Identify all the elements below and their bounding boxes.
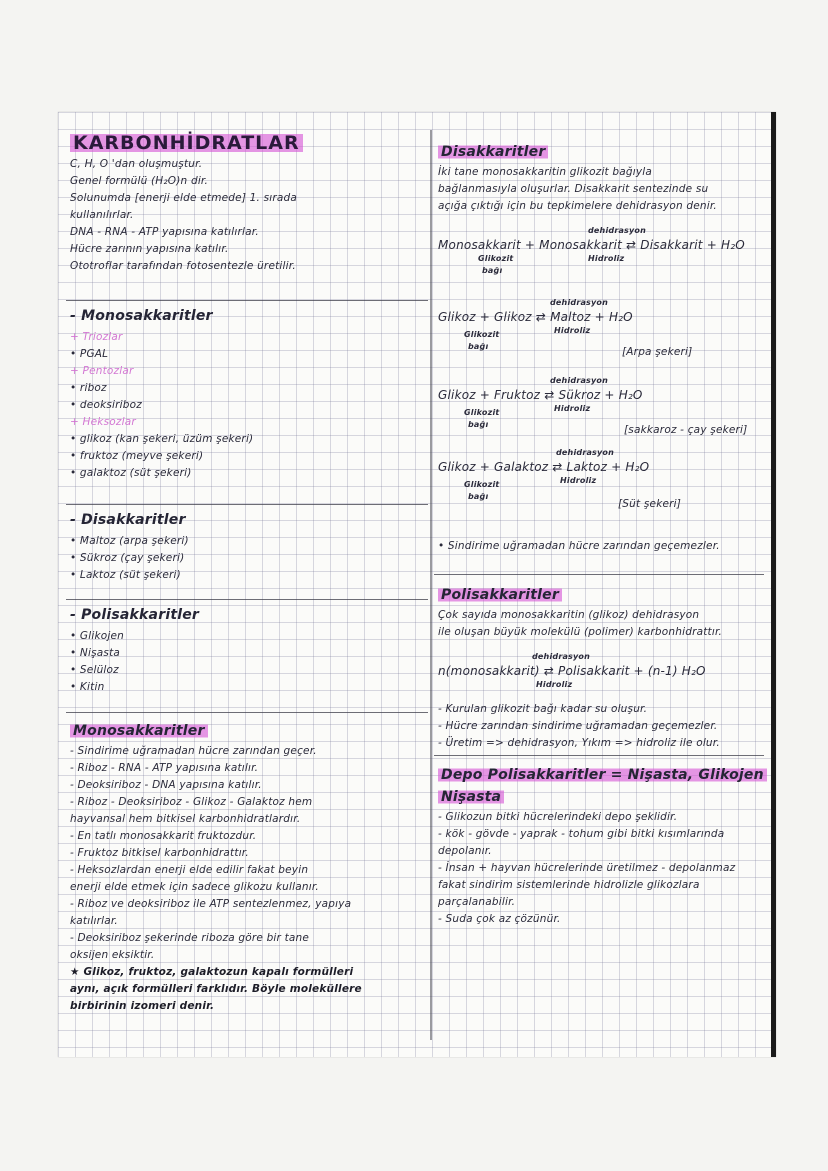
section-rule	[66, 300, 428, 301]
glikozit-label: Glikozit	[478, 254, 514, 263]
mono-detail-line: - Deoksiriboz şekerinde riboza göre bir tane	[70, 932, 310, 944]
poly-list-item: • Kitin	[70, 681, 105, 693]
sukroz-note: [sakkaroz - çay şekeri]	[624, 424, 748, 436]
intro-line: Hücre zarının yapısına katılır.	[70, 243, 229, 255]
mono-detail-line: hayvansal hem bitkisel karbonhidratlardır.	[70, 813, 301, 825]
mono-detail-line: - Riboz ve deoksiriboz ile ATP sentezlenmez, yapıya	[70, 898, 352, 910]
di-list-item: • Laktoz (süt şekeri)	[70, 569, 181, 581]
poly-line: - Kurulan glikozit bağı kadar su oluşur.	[438, 703, 648, 715]
polisakkarit-detail-heading: Polisakkaritler	[438, 587, 562, 603]
poly-list-item: • Nişasta	[70, 647, 121, 659]
bagi-label: bağı	[482, 266, 503, 275]
hidroliz-label: Hidroliz	[554, 404, 591, 413]
general-equation: Monosakkarit + Monosakkarit ⇄ Disakkarit + H₂O	[438, 238, 745, 252]
intro-line: Solunumda [enerji elde etmede] 1. sırada	[70, 192, 298, 204]
glikozit-label: Glikozit	[464, 480, 500, 489]
poly-equation: n(monosakkarit) ⇄ Polisakkarit + (n-1) H₂O	[438, 664, 706, 678]
mono-detail-line: katılırlar.	[70, 915, 118, 927]
mono-detail-line: - Sindirime uğramadan hücre zarından geçer.	[70, 745, 317, 757]
mono-detail-line: birbirinin izomeri denir.	[70, 1000, 215, 1012]
mono-list-item: • galaktoz (süt şekeri)	[70, 467, 192, 479]
maltoz-note: [Arpa şekeri]	[622, 346, 693, 358]
mono-list-item: • deoksiriboz	[70, 399, 142, 411]
mono-list-item: • glikoz (kan şekeri, üzüm şekeri)	[70, 433, 254, 445]
di-note: • Sindirime uğramadan hücre zarından geçemezler.	[438, 540, 720, 552]
mono-list-item: • fruktoz (meyve şekeri)	[70, 450, 204, 462]
intro-line: DNA - RNA - ATP yapısına katılırlar.	[70, 226, 259, 238]
section-rule	[66, 599, 428, 600]
glikozit-label: Glikozit	[464, 330, 500, 339]
intro-line: kullanılırlar.	[70, 209, 134, 221]
polisakkarit-heading: - Polisakkaritler	[70, 607, 200, 623]
di-text-line: bağlanmasıyla oluşurlar. Disakkarit sentezinde su	[438, 183, 709, 195]
mono-list-item: + Triozlar	[70, 331, 123, 343]
intro-line: Genel formülü (H₂O)n dir.	[70, 175, 209, 187]
poly-list-item: • Glikojen	[70, 630, 125, 642]
poly-text-line: ile oluşan büyük molekülü (polimer) karbonhidrattır.	[438, 626, 723, 638]
poly-list-item: • Selüloz	[70, 664, 119, 676]
monosakkarit-detail-heading: Monosakkaritler	[70, 723, 208, 739]
sukroz-equation: Glikoz + Fruktoz ⇄ Sükroz + H₂O	[438, 388, 643, 402]
poly-line: - Üretim => dehidrasyon, Yıkım => hidroliz ile olur.	[438, 737, 720, 749]
column-divider	[430, 130, 432, 1040]
section-rule	[66, 712, 428, 713]
mono-detail-line: - Deoksiriboz - DNA yapısına katılır.	[70, 779, 262, 791]
section-rule	[66, 504, 428, 505]
dehidrasyon-label: dehidrasyon	[532, 652, 591, 661]
mono-detail-line: - Heksozlardan enerji elde edilir fakat beyin	[70, 864, 309, 876]
page-edge	[771, 112, 776, 1057]
laktoz-equation: Glikoz + Galaktoz ⇄ Laktoz + H₂O	[438, 460, 650, 474]
hidroliz-label: Hidroliz	[588, 254, 625, 263]
hidroliz-label: Hidroliz	[536, 680, 573, 689]
nisasta-line: parçalanabilir.	[438, 896, 516, 908]
laktoz-note: [Süt şekeri]	[618, 498, 682, 510]
dehidrasyon-label: dehidrasyon	[588, 226, 647, 235]
maltoz-equation: Glikoz + Glikoz ⇄ Maltoz + H₂O	[438, 310, 633, 324]
di-text-line: açığa çıktığı için bu tepkimelere dehidrasyon denir.	[438, 200, 717, 212]
mono-detail-line: - Riboz - RNA - ATP yapısına katılır.	[70, 762, 259, 774]
intro-line: Ototroflar tarafından fotosentezle üretilir.	[70, 260, 296, 272]
nisasta-heading: Nişasta	[438, 789, 504, 805]
dehidrasyon-label: dehidrasyon	[550, 298, 609, 307]
mono-detail-line: - Fruktoz bitkisel karbonhidrattır.	[70, 847, 249, 859]
mono-detail-line: ★ Glikoz, fruktoz, galaktozun kapalı formülleri	[70, 966, 354, 978]
nisasta-line: fakat sindirim sistemlerinde hidrolizle glikozlara	[438, 879, 700, 891]
hidroliz-label: Hidroliz	[560, 476, 597, 485]
mono-list-item: • riboz	[70, 382, 107, 394]
poly-line: - Hücre zarından sindirime uğramadan geçemezler.	[438, 720, 718, 732]
nisasta-line: - Suda çok az çözünür.	[438, 913, 561, 925]
bagi-label: bağı	[468, 342, 489, 351]
glikozit-label: Glikozit	[464, 408, 500, 417]
section-rule	[434, 574, 764, 575]
mono-detail-line: - Riboz - Deoksiriboz - Glikoz - Galaktoz hem	[70, 796, 313, 808]
bagi-label: bağı	[468, 492, 489, 501]
poly-text-line: Çok sayıda monosakkaritin (glikoz) dehidrasyon	[438, 609, 700, 621]
mono-detail-line: aynı, açık formülleri farklıdır. Böyle moleküllere	[70, 983, 362, 995]
page-title: KARBONHİDRATLAR	[70, 132, 303, 154]
disakkarit-heading: - Disakkaritler	[70, 512, 186, 528]
mono-list-item: • PGAL	[70, 348, 109, 360]
di-list-item: • Sükroz (çay şekeri)	[70, 552, 185, 564]
section-rule	[434, 755, 764, 756]
di-text-line: İki tane monosakkaritin glikozit bağıyla	[438, 166, 653, 178]
hidroliz-label: Hidroliz	[554, 326, 591, 335]
nisasta-line: - İnsan + hayvan hücrelerinde üretilmez - depolanmaz	[438, 862, 736, 874]
intro-line: C, H, O 'dan oluşmuştur.	[70, 158, 203, 170]
mono-list-item: + Heksozlar	[70, 416, 136, 428]
mono-detail-line: enerji elde etmek için sadece glikozu kullanır.	[70, 881, 319, 893]
depo-heading: Depo Polisakkaritler = Nişasta, Glikojen	[438, 767, 767, 783]
dehidrasyon-label: dehidrasyon	[556, 448, 615, 457]
monosakkarit-heading: - Monosakkaritler	[70, 308, 213, 324]
nisasta-line: - kök - gövde - yaprak - tohum gibi bitki kısımlarında	[438, 828, 725, 840]
di-list-item: • Maltoz (arpa şekeri)	[70, 535, 189, 547]
mono-detail-line: oksijen eksiktir.	[70, 949, 155, 961]
nisasta-line: - Glikozun bitki hücrelerindeki depo şeklidir.	[438, 811, 678, 823]
nisasta-line: depolanır.	[438, 845, 492, 857]
notebook-page	[58, 112, 776, 1057]
mono-list-item: + Pentozlar	[70, 365, 134, 377]
dehidrasyon-label: dehidrasyon	[550, 376, 609, 385]
bagi-label: bağı	[468, 420, 489, 429]
disakkarit-detail-heading: Disakkaritler	[438, 144, 548, 160]
mono-detail-line: - En tatlı monosakkarit fruktozdur.	[70, 830, 257, 842]
